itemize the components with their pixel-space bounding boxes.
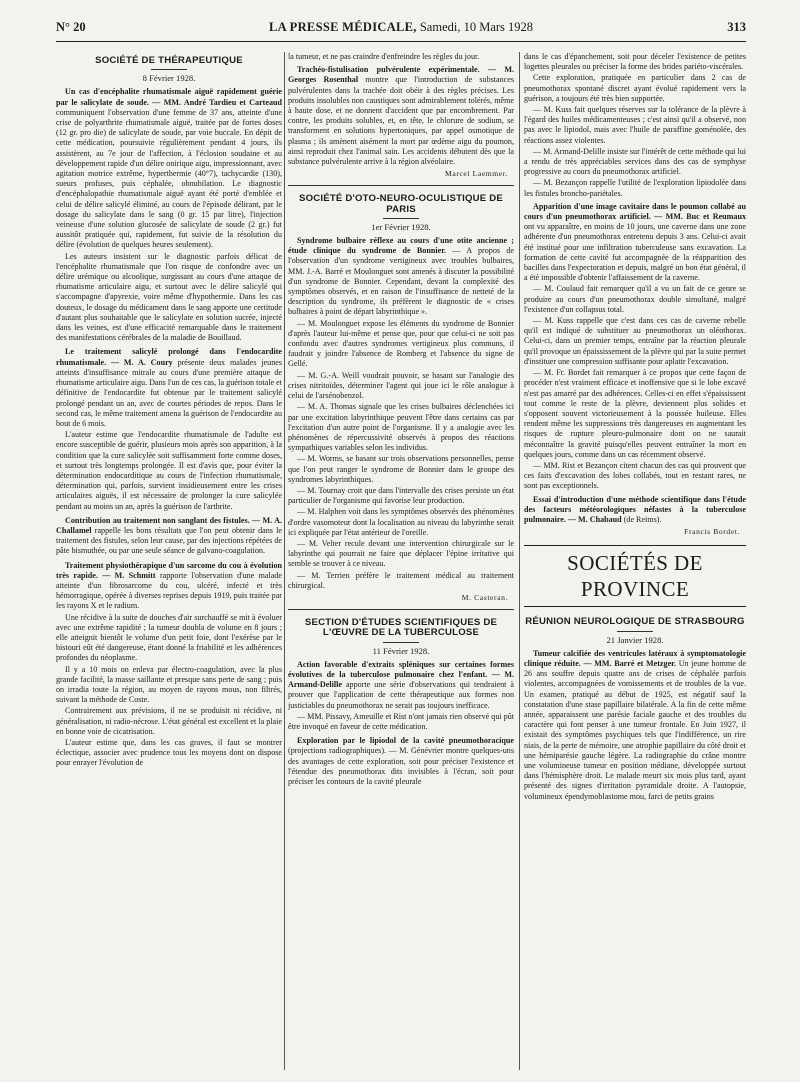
section-rule (383, 218, 419, 219)
province-banner (524, 545, 746, 607)
paragraph: — M. Tournay croit que dans l'intervalle des crises persiste un état particulier de l'organisme qui favorise leur production. (288, 485, 514, 506)
issue-number: N° 20 (56, 20, 86, 34)
paragraph: la tumeur, et ne pas craindre d'enfreindre les règles du jour. (288, 52, 480, 61)
paragraph-body: communiquent l'observation d'une femme de 37 ans, atteinte d'une crise de polyarthrite rhumatismale aiguë, traitée par de fortes doses (12 gr. pro die) de salicylate de soude, par voie buccale. En dépit de cette médication, poursuivie régulièrement pendant 4 jours, ils assistèrent, au 7e jour de l'affection, à l'éclosion soudaine et au développement rapide d'un délire onirique aigu, impressionnant, avec agitation motrice extrême, hyperthermie (40°7), tachycardie (130), sueurs profuses, puis céphalée, obnubilation. Le diagnostic d'encéphalopathie rhumatismale aiguë ayant été porté d'emblée et celui de délire salicylé éliminé, au cours de l'épisode délirant, par le dosage du salicylate dans le sang (0 gr. 15 par litre), l'injection veineuse d'une solution glucosée de salicylate de soude (2 gr.) fut aussitôt pratiquée qui, rapidement, fut suivie de la résolution du délire (évolution de quelques heures seulement). (56, 107, 282, 250)
session-date: 1er Février 1928. (371, 221, 431, 232)
paragraph: — M. Terrien préfère le traitement médical au traitement chirurgical. (288, 570, 514, 590)
paragraph-body: rapporte l'observation d'une malade atteinte d'un fibrosarcome du cou, ulcéré, infecté et très hémorragique, opérée à diverses reprises depuis 1919, puis traitée par les rayons X et le radium. (56, 570, 282, 611)
page-number: 313 (727, 20, 746, 34)
paragraph: — M. Kuss rappelle que c'est dans ces cas de caverne rebelle qu'il est indiqué de substituer au pneumothorax un oléothorax. Celui-ci, dans un premier temps, entraîne par la réaction pleurale qu'il provoque un épaississement de la plèvre qui par la suite permet d'instituer une compression suffisante pour aplatir l'excavation. (524, 316, 746, 366)
paragraph-body: (projections radiographiques). — M. Génévrier montre quelques-uns des avantages de cette exploration, soit pour préciser l'existence et l'étendue des pneumothorax dits invisibles à l'écran, soit pour préciser les contours de la cavité pleurale (288, 746, 514, 786)
paragraph: L'auteur estime que, dans les cas graves, il faut se montrer éclectique, associer avec prudence tous les moyens dont on dispose pour enrayer l'évolution de (56, 738, 282, 768)
paragraph (288, 236, 514, 318)
paragraph-body: rappelle les bons résultats que l'on peut obtenir dans le traitement des fistules, selon leur cause, par des injections répétées de pâte bismuthée, ou par une seule séance de galvano-coagulation. (56, 525, 282, 556)
paragraph-lead: Essai d'introduction d'une méthode scientifique dans l'étude des facteurs météorologiques néfastes à la tuberculose pulmonaire. — M. Chabaud (524, 494, 746, 524)
paragraph-lead: Syndrome bulbaire réflexe au cours d'une otite ancienne ; étude clinique du syndrome de Bonnier. (288, 236, 514, 256)
paragraph: — M. Armand-Delille insiste sur l'intérêt de cette méthode qui lui a rendu de très appréciables services dans des cas de symphyse progressive au cours du pneumothorax artificiel. (524, 146, 746, 177)
paragraph: Les auteurs insistent sur le diagnostic parfois délicat de l'encéphalite rhumatismale que l'on risque de confondre avec un délire urémique ou alcoolique, surgissant au cours d'une attaque de rhumatisme articulaire aigu, et surtout avec le délire salicylé qui s'accompagne d'apyrexie, voire même d'hypothermie. Dans les cas douteux, le dosage du médicament dans le sang apporte une certitude d'autant plus souhaitable que le salicylate en solution sucrée, injecté dans les veines, est d'une efficacité remarquable dans le traitement des manifestations cérébrales de la maladie de Bouillaud. (56, 251, 282, 343)
paragraph: — M. Fr. Bordet fait remarquer à ce propos que cette façon de procéder n'est vraiment efficace et inoffensive que si le lobe excavé n'est pas amarré par des adhérences. Celles-ci en effet s'épaississent tout comme le reste de la plèvre, deviennent plus solides et s'opposent souvent victorieusement à la poussée huileuse. Elles rendent même les suppressions très dangereuses en augmentant les risques de rupture pleuro-pulmonaire dont on ne saurait méconnaître la gravité puisqu'elles peuvent entraîner la mort en quelques jours, comme dans un cas récemment observé. (524, 368, 746, 459)
paragraph-lead: Contribution au traitement non sanglant des fistules. — M. A. Challamel (56, 515, 282, 535)
paragraph: Il y a 10 mois on enleva par électro-coagulation, avec la plus grande facilité, la masse saillante et presque sans perte de sang ; puis on irradia toute la région, au moyen de rayons mous, non filtrés, suivant la méthode de Coste. (56, 664, 282, 705)
column-divider-2 (519, 52, 520, 1070)
paragraph: L'auteur estime que l'endocardite rhumatismale de l'adulte est encore susceptible de guérir, plusieurs mois après son apparition, à la condition que la cure salicylée soit suffisamment forte comme doses, et surtout très longtemps prolongée. Il est d'avis que, pour éviter la détermination endocarditique au cours de l'infection rhumatismale, détermination qui, parfois, survient insidieusement entre les crises articulaires aiguës, il est nécessaire de prolonger la cure salicylée pendant au moins un an, après la guérison de l'arthrite. (56, 430, 282, 511)
section-separator (288, 185, 514, 186)
paragraph: Cette exploration, pratiquée en particulier dans 2 cas de pneumothorax spontané discret ayant évolué rapidement vers la guérison, a toujours été très bien supportée. (524, 73, 746, 103)
paragraph (56, 347, 282, 429)
paragraph (288, 736, 514, 787)
column-divider-1 (284, 52, 285, 1070)
section-title: SOCIÉTÉ DE THÉRAPEUTIQUE (95, 55, 243, 66)
paragraph (56, 561, 282, 612)
paragraph: dans le cas d'épanchement, soit pour déceler l'existence de petites logettes pleurales ou préciser la forme des brides pariéto-viscérales. (524, 52, 746, 72)
paragraph: — M. A. Thomas signale que les crises bulbaires déclenchées ici par une excitation labyrinthique peuvent l'être dans certains cas par l'excitation d'un autre point de l'organisme. Il y a analogie avec les phénomènes de répercussivité observés à propos des réactions sympathiques variables selon les individus. (288, 402, 514, 453)
paragraph: Une récidive à la suite de douches d'air surchauffé se mit à évoluer avec une extrême rapidité ; la tumeur doubla de volume en 8 jours ; elle atteignit bientôt le volume d'un petit foie, dont l'exérèse par le bistouri eût été dangereuse, étant donné la friabilité et les adhérences profondes du néoplasme. (56, 612, 282, 663)
paragraph (524, 202, 746, 284)
paragraph (524, 495, 746, 526)
paragraph (288, 65, 514, 167)
column-2 (288, 52, 514, 1070)
paragraph-lead: Trachéo-fistulisation pulvérulente expérimentale. — M. Georges Rosenthal (288, 65, 514, 85)
paragraph: — M. G.-A. Weill voudrait pouvoir, se basant sur l'analogie des crises nitritoïdes, déterminer l'agent qui joue ici le rôle analogue à celui de l'arsénobenzol. (288, 370, 514, 401)
paragraph-body: Un jeune homme de 26 ans souffre depuis quatre ans de crises de céphalée parfois violentes, accompagnées de vomissements et de troubles de la vue. Un examen, pratiqué au début de 1925, est négatif sauf la constatation d'une stase papillaire bilatérale. A la fin de cette même année, apparaissent une parésie faciale gauche et des troubles du caractère qui font penser à une tumeur frontale. En Juin 1927, il existait des symptômes psychiques tels que l'indifférence, un rire niais, de la perte de mémoire, une atrophie papillaire du côté droit et une hémiparésie gauche légère. La radiographie du crâne montre une volumineuse tumeur en position médiane, développée surtout dans l'hémisphère droit. Le malade meurt six mois plus tard, ayant présenté des signes d'irritation pyramidale droite. A l'autopsie, volumineux épendymoblastome mou, farci de petits grains (524, 658, 746, 801)
journal-title (56, 20, 746, 35)
page-header (56, 20, 746, 38)
paragraph: — M. Moulonguet expose les éléments du syndrome de Bonnier d'après l'auteur lui-même et pense que, pour que celui-ci ne soit pas confondu avec d'autres syndromes vertigineux plus communs, il faudrait y joindre l'absence de Romberg et l'absence du signe de Gellé. (288, 318, 514, 369)
paragraph: — M. Worms, se basant sur trois observations personnelles, pense que l'on peut ranger le syndrome de Bonnier dans le groupe des syndromes labyrinthiques. (288, 454, 514, 484)
column-3 (524, 52, 746, 1070)
paragraph: — M. Kuss fait quelques réserves sur la tolérance de la plèvre à l'égard des huiles médicamenteuses ; c'est ainsi qu'il a observé, non pas avec le lipiodol, mais avec l'huile de paraffine goménolée, des réactions assez violentes. (524, 105, 746, 145)
paragraph (288, 660, 514, 711)
paragraph: Contrairement aux prévisions, il ne se produisit ni récidive, ni généralisation, ni radio-nécrose. L'état général est excellent et la plaie en bonne voie de cicatrisation. (56, 706, 282, 736)
paragraph: — M. Velter recule devant une intervention chirurgicale sur le labyrinthe qui pourrait ne faire que déplacer l'épine irritative qui semble se trouver à ce niveau. (288, 538, 514, 569)
section-rule (617, 631, 653, 632)
paragraph: — M. Coulaud fait remarquer qu'il a vu un fait de ce genre se produire au cours d'un pneumothorax double simultané, malgré l'existence d'un collapsus total. (524, 284, 746, 314)
paragraph (56, 516, 282, 557)
signature: Francis Bordet. (684, 527, 740, 537)
paragraph-lead: Action favorable d'extraits spléniques sur certaines formes évolutives de la tuberculose pulmonaire chez l'enfant. — M. Armand-Delille (288, 659, 514, 690)
paragraph-body: montre que l'introduction de substances pulvérulentes dans la trachée doit obéir à des règles précises. Les produits insolubles non caustiques sont admirablement tolérés, même à haute dose, et ne donnent d'accident que par encombrement. Par contre, les produits solubles, et, en tête, le chlorure de sodium, se transforment en solutions hypertoniques, par appel osmotique de plasma ; ils amènent aisément la mort par œdème aigu du poumon, ainsi reproduit chez l'animal sain. Les accidents débutent dès que la substance pulvérulente arrive à la région alvéolaire. (288, 75, 514, 167)
paragraph-lead: Tumeur calcifiée des ventricules latéraux à symptomatologie clinique réduite. — MM. Barré et Metzger. (524, 648, 746, 668)
paragraph-lead: Le traitement salicylé prolongé dans l'endocardite rhumatismale. — M. A. Coury (56, 347, 282, 367)
section-title: RÉUNION NEUROLOGIQUE DE STRASBOURG (525, 616, 745, 628)
issue-date: Samedi, 10 Mars 1928 (419, 20, 534, 34)
section-rule (151, 69, 187, 70)
paragraph (524, 649, 746, 802)
paragraph: — M. Bezançon rappelle l'utilité de l'exploration lipiodolée dans les fistules broncho-pariétales. (524, 178, 746, 198)
paragraph-body: — A propos de l'observation d'un syndrome vertigineux avec troubles bulbaires, MM. J.-A. Barré et Moulonguet sont amenés à discuter la possibilité d'un syndrome de Bonnier. Cependant, devant la complexité des symptômes observés, et en raison de l'insuffisance de netteté de la description du syndrome, ils préfèrent le diagnostic de « crises bulbaires à point de départ labyrinthique ». (288, 246, 514, 317)
paragraph: — M. Halphen voit dans les symptômes observés des phénomènes d'ordre vasomoteur dont la localisation au niveau du labyrinthe serait ici expliquée par l'état antérieur de l'oreille. (288, 507, 514, 537)
session-date: 21 Janvier 1928. (606, 634, 664, 645)
paragraph: — MM. Pissavy, Ameuille et Rist n'ont jamais rien observé qui pût être invoqué en faveur de cette médication. (288, 711, 514, 731)
journal-name: LA PRESSE MÉDICALE, (268, 20, 417, 34)
paragraph-body: ont vu apparaître, en moins de 10 jours, une caverne dans une zone adhérente d'un pneumothorax entretenu depuis 3 ans. Celui-ci avait été institué pour une infiltration tuberculeuse sans excavation. La formation de cette cavité fut accompagnée de la réapparition des bacilles dans l'expectoration et depuis, malgré un bon état général, il a été impossible d'obtenir l'affaissement de la caverne. (524, 222, 746, 283)
session-date: 8 Février 1928. (142, 73, 196, 84)
paragraph-body: (de Reims). (623, 514, 662, 524)
section-rule (383, 642, 419, 643)
paragraph-lead: Traitement physiothérapique d'un sarcome du cou à évolution très rapide. — M. Schmitt (56, 560, 282, 580)
section-title: SECTION D'ÉTUDES SCIENTIFIQUES DE L'ŒUVRE DE LA TUBERCULOSE (304, 617, 498, 639)
column-1 (56, 52, 282, 1070)
signature: Marcel Laemmer. (445, 169, 508, 179)
paragraph-lead: Apparition d'une image cavitaire dans le poumon collabé au cours d'un pneumothorax artificiel. — MM. Buc et Reumaux (524, 201, 746, 222)
session-date: 11 Février 1928. (372, 645, 430, 656)
section-title: SOCIÉTÉ D'OTO-NEURO-OCULISTIQUE DE PARIS (299, 193, 503, 215)
paragraph-body: apporte une série d'observations qui tendraient à prouver que l'application de cette thérapeutique aux formes non justiciables du pneumothorax ne serait pas toujours inefficace. (288, 680, 514, 710)
section-separator (288, 609, 514, 610)
province-title: SOCIÉTÉS DE PROVINCE (567, 551, 703, 602)
paragraph-lead: Exploration par le lipiodol de la cavité pneumothoracique (297, 736, 514, 746)
paragraph: — MM. Rist et Bezançon citent chacun des cas qui prouvent que ces faits d'excavation des lobes collabés, tout en restant rares, ne sont pas exceptionnels. (524, 460, 746, 491)
paragraph-body: présente deux malades jeunes atteints d'insuffisance mitrale au cours d'une première attaque de rhumatisme articulaire aigu. Dans l'un de ces cas, la guérison totale et définitive de l'endocardite fut obtenue par le traitement salicylé prolongé pendant un an, avec de courtes périodes de repos. Dans le second cas, le même traitement amena la guérison de l'endocardite au bout de 6 mois. (56, 357, 282, 428)
paragraph-lead: Un cas d'encéphalite rhumatismale aiguë rapidement guérie par le salicylate de soude. — MM. André Tardieu et Carteaud (56, 87, 282, 107)
paragraph (56, 87, 282, 250)
header-rule (56, 41, 746, 42)
signature: M. Casteran. (461, 592, 508, 602)
